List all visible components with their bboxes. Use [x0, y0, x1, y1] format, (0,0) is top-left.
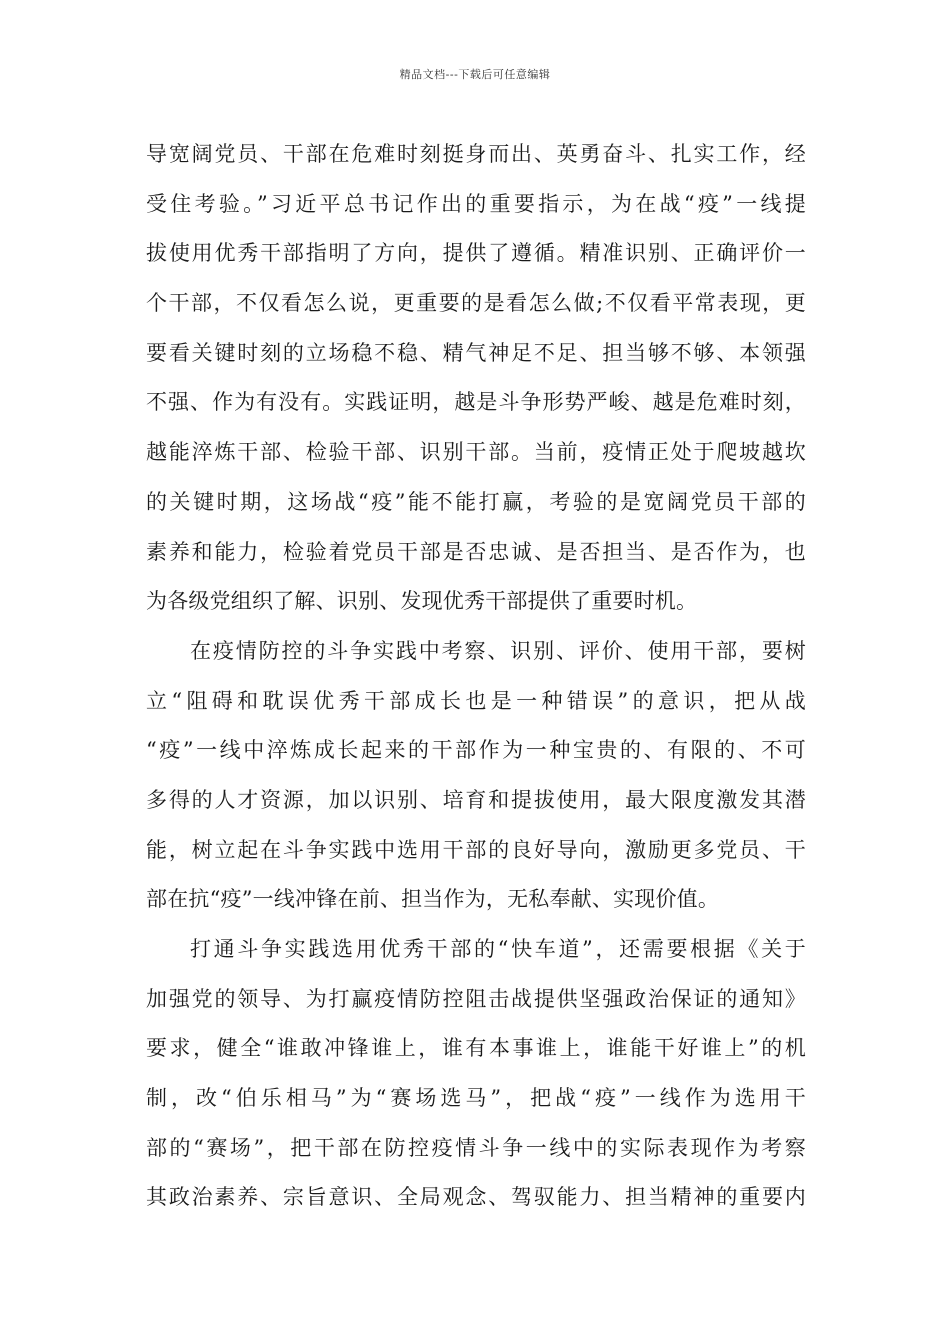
- text-line: 素养和能力，检验着党员干部是否忠诚、是否担当、是否作为，也: [146, 539, 806, 564]
- text-line: 导宽阔党员、干部在危难时刻挺身而出、英勇奋斗、扎实工作，经: [146, 142, 806, 166]
- text-line: 为各级党组织了解、识别、发现优秀干部提供了重要时机。: [146, 589, 698, 614]
- text-line: 要看关键时刻的立场稳不稳、精气神足不足、担当够不够、本领强: [146, 340, 806, 365]
- text-line: 多得的人才资源，加以识别、培育和提拔使用，最大限度激发其潜: [146, 787, 806, 812]
- text-line: 制，改“伯乐相马”为“赛场选马”，把战“疫”一线作为选用干: [146, 1086, 806, 1111]
- text-line: 不强、作为有没有。实践证明，越是斗争形势严峻、越是危难时刻，: [146, 390, 806, 415]
- page-header: 精品文档---下载后可任意编辑: [399, 68, 551, 81]
- text-line: 拔使用优秀干部指明了方向，提供了遵循。精准识别、正确评价一: [146, 241, 806, 266]
- paragraph-start-line: 打通斗争实践选用优秀干部的“快车道”，还需要根据《关于: [190, 937, 806, 961]
- text-line: 加强党的领导、为打赢疫情防控阻击战提供坚强政治保证的通知》: [146, 986, 806, 1011]
- text-line: 个干部，不仅看怎么说，更重要的是看怎么做;不仅看平常表现，更: [146, 291, 806, 316]
- text-line: 能，树立起在斗争实践中选用干部的良好导向，激励更多党员、干: [146, 837, 806, 862]
- text-line: 越能淬炼干部、检验干部、识别干部。当前，疫情正处于爬坡越坎: [146, 440, 806, 465]
- text-line: 的关键时期，这场战“疫”能不能打赢，考验的是宽阔党员干部的: [146, 489, 806, 514]
- text-line: 部的“赛场”，把干部在防控疫情斗争一线中的实际表现作为考察: [146, 1135, 806, 1160]
- text-line: “疫”一线中淬炼成长起来的干部作为一种宝贵的、有限的、不可: [146, 738, 806, 763]
- text-line: 部在抗“疫”一线冲锋在前、担当作为，无私奉献、实现价值。: [146, 887, 720, 912]
- text-line: 立“阻碍和耽误优秀干部成长也是一种错误”的意识，把从战: [146, 688, 806, 713]
- paragraph-start-line: 在疫情防控的斗争实践中考察、识别、评价、使用干部，要树: [190, 638, 806, 663]
- text-line: 受住考验。”习近平总书记作出的重要指示，为在战“疫”一线提: [146, 191, 806, 216]
- text-line: 要求，健全“谁敢冲锋谁上，谁有本事谁上，谁能干好谁上”的机: [146, 1036, 806, 1061]
- text-line: 其政治素养、宗旨意识、全局观念、驾驭能力、担当精神的重要内: [146, 1185, 806, 1210]
- document-body: [146, 130, 806, 1223]
